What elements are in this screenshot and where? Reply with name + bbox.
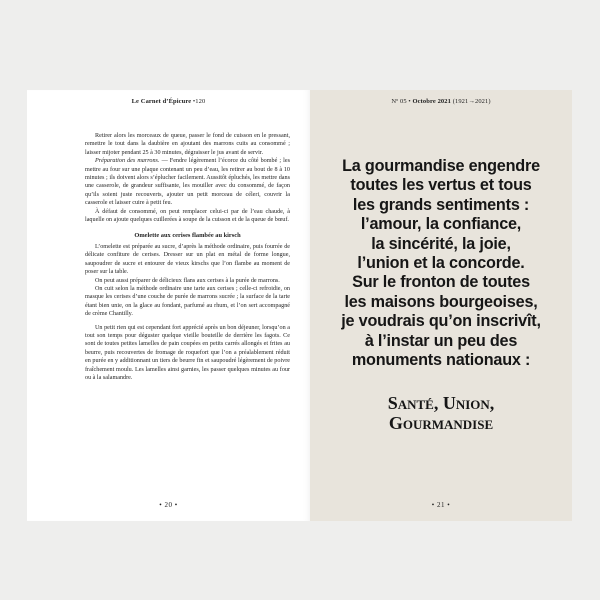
paragraph-text: — Fendre légèrement l’écorce du côté bombé ; les mettre au four sur une plaque contenant un peu d’eau, les retirer au bout de 8 à 10 minutes ; ils doivent alors s’éplucher facilement. Aussitôt épluchés, les mettre dans une casserole, de grandeur suffisante, les mouiller avec du consommé, de façon qu’ils soient juste recouverts, ajouter un petit morceau de céleri, couvrir la casserole et laisser cuire à petit feu. bbox=[85, 158, 290, 207]
quote-line: monuments nationaux : bbox=[351, 351, 531, 370]
quote-line: toutes les vertus et tous bbox=[350, 176, 532, 195]
left-page bbox=[27, 90, 310, 521]
quote-line: Sur le fronton de toutes bbox=[352, 273, 530, 292]
motto-line: Gourmandise bbox=[388, 413, 494, 433]
recipe-heading: Omelette aux cerises flambée au kirsch bbox=[134, 232, 241, 240]
paragraph: On cuit selon la méthode ordinaire une tarte aux cerises ; celle-ci refroidie, on masque les cerises d’une couche de purée de marrons sucrée ; la surface de la tarte étant bien unie, on la glace au fondant, parfumé au rhum, et l’on sert accompagné de crème Chantilly. bbox=[85, 285, 290, 318]
motto bbox=[310, 393, 572, 433]
quote-line: je voudrais qu’on inscrivît, bbox=[341, 312, 541, 331]
quote-line: à l’instar un peu des bbox=[364, 331, 518, 350]
right-page-number: • 21 • bbox=[431, 501, 451, 509]
magazine-title: Le Carnet d’Épicure bbox=[131, 98, 192, 105]
paragraph: À défaut de consommé, on peut remplacer celui-ci par de l’eau chaude, à laquelle on ajoute quelques cuillerées à soupe de la cuisson et de la queue de bœuf. bbox=[85, 208, 290, 224]
paragraph: Un petit rien qui est cependant fort apprécié après un bon déjeuner, lorsqu’on a tout son temps pour déguster quelque vieille bouteille de derrière les fagots. Ce sont de toutes petites lamelles de pain coupées en petits carrés allongés et frites au beurre, puis recouvertes de fromage de roquefort que l’on a préalablement réduit en purée en y additionnant un tiers de beurre fin et saupoudré légèrement de poivre fraîchement moulu. Les lamelles ainsi garnies, les passer quelques minutes au four ou à la salamandre. bbox=[85, 324, 290, 381]
motto-line: Santé, Union, bbox=[387, 393, 495, 413]
issue-date: Octobre 2021 bbox=[412, 98, 451, 105]
recipe-text bbox=[85, 132, 290, 382]
right-running-head bbox=[310, 98, 572, 105]
paragraph bbox=[85, 157, 290, 207]
page-marker: •120 bbox=[192, 98, 206, 105]
left-page-number: • 20 • bbox=[159, 501, 178, 509]
quote-line: La gourmandise engendre bbox=[342, 157, 540, 175]
left-running-head bbox=[27, 98, 310, 105]
quote-line: l’amour, la confiance, bbox=[360, 215, 522, 234]
issue-years: (1921→2021) bbox=[452, 98, 491, 105]
right-page bbox=[310, 90, 572, 521]
quote-line: les grands sentiments : bbox=[352, 195, 530, 214]
chestnut-label: Préparation des marrons. bbox=[95, 158, 160, 165]
paragraph: L’omelette est préparée au sucre, d’après la méthode ordinaire, puis fourrée de délicate confiture de cerises. Dresser sur un plat en métal de forme longue, saupoudrer de sucre et entourer de vieux kirschs que l’on flambe au moment de poser sur la table. bbox=[85, 243, 290, 276]
pull-quote bbox=[320, 157, 562, 370]
quote-line: l’union et la concorde. bbox=[357, 254, 525, 273]
quote-line: la sincérité, la joie, bbox=[371, 234, 511, 253]
paragraph: Retirer alors les morceaux de queue, passer le fond de cuisson en le pressant, remettre le tout dans la daubière en ajoutant des marrons cuits au consommé ; laisser mijoter pendant 25 à 30 minutes, dégraisser le jus avant de servir. bbox=[85, 133, 290, 156]
quote-line: les maisons bourgeoises, bbox=[344, 292, 538, 311]
paragraph: On peut aussi préparer de délicieux flans aux cerises à la purée de marrons. bbox=[95, 277, 280, 284]
issue-number: Nº 05 • bbox=[391, 98, 411, 105]
